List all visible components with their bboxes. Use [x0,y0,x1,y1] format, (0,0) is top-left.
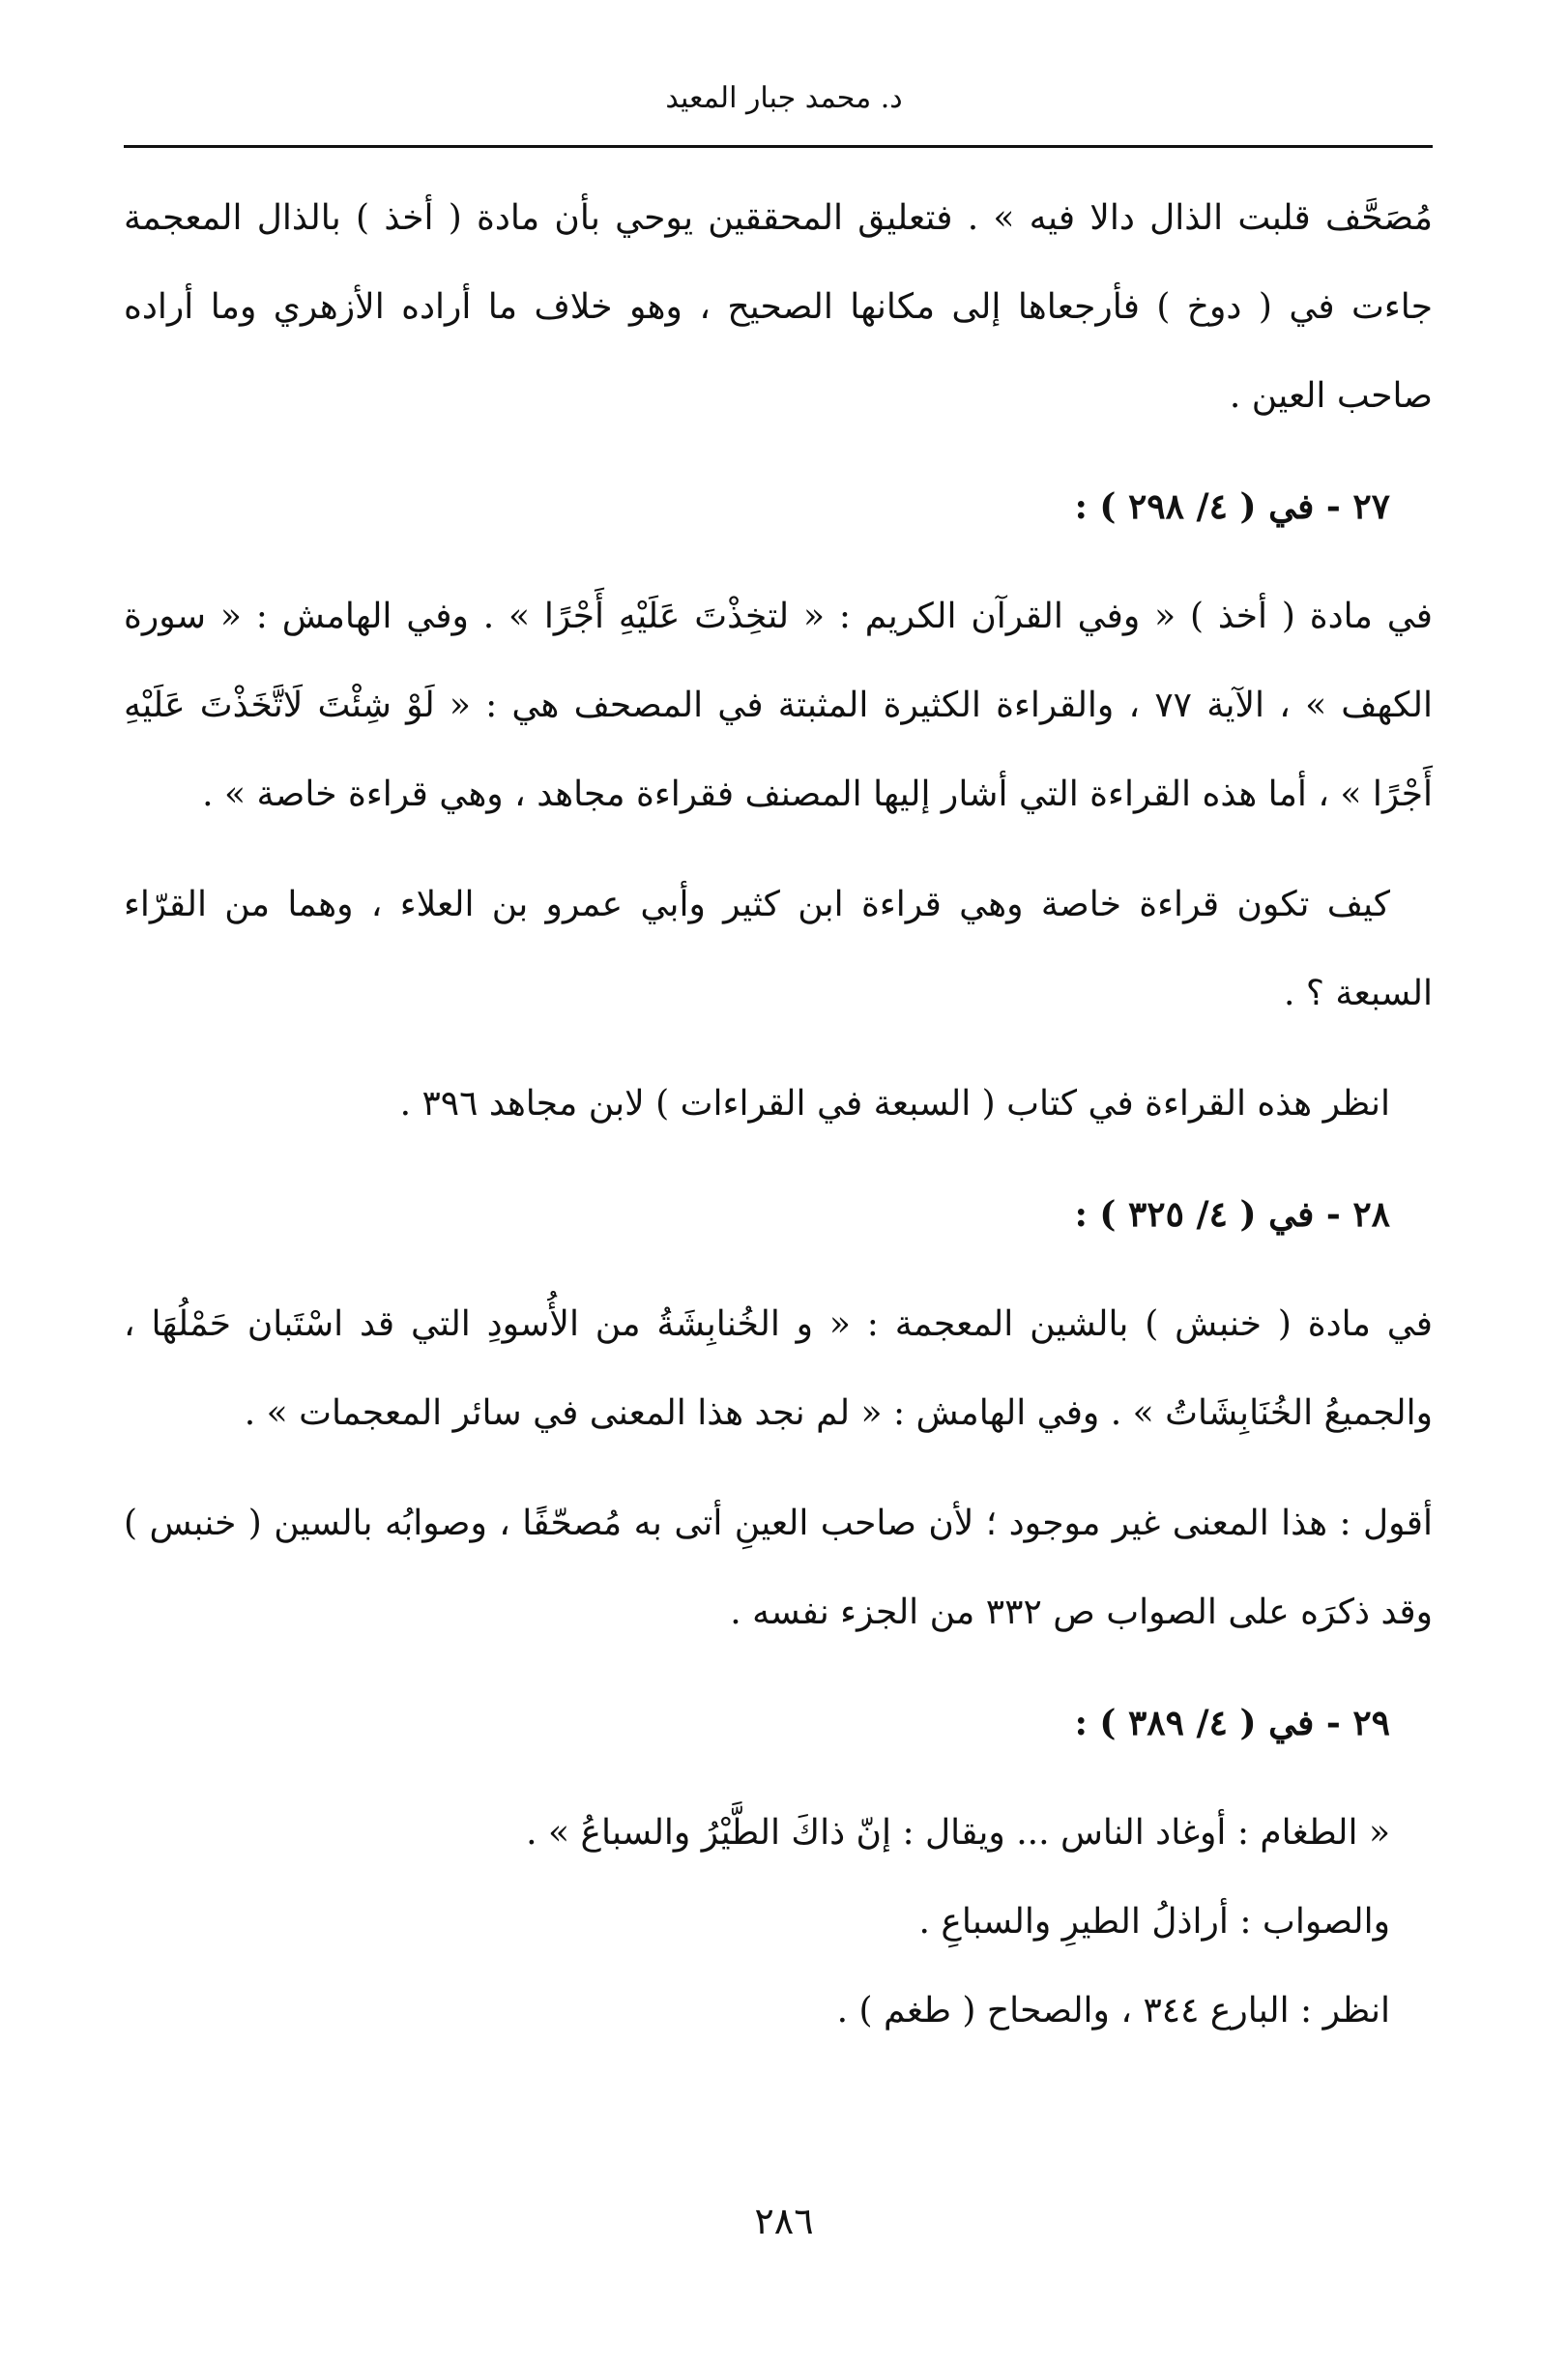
body-text [124,174,1433,2056]
paragraph-khanbash: في مادة ( خنبش ) بالشين المعجمة : « و الخُنابِشَةُ من الأُسودِ التي قد اسْتَبان حَمْلُهَا ، والجميعُ الخُنَابِشَاتُ » . وفي الهامش : « لم نجد هذا المعنى في سائر المعجمات » . [124,1304,1433,1433]
item-heading-28: ٢٨ - في ( ٤/ ٣٢٥ ) : [1074,1194,1390,1235]
paragraph-continuation: مُصَحَّف قلبت الذال دالا فيه » . فتعليق المحققين يوحي بأن مادة ( أخذ ) بالذال المعجمة جاءت في ( دوخ ) فأرجعاها إلى مكانها الصحيح ، وهو خلاف ما أراده الأزهري وما أراده صاحب العين . [124,198,1433,416]
paragraph-reference-sabaa: انظر هذه القراءة في كتاب ( السبعة في القراءات ) لابن مجاهد ٣٩٦ . [399,1084,1390,1124]
paragraph-akhadha: في مادة ( أخذ ) « وفي القرآن الكريم : « لتخِذْتَ عَلَيْهِ أَجْرًا » . وفي الهامش : « سورة الكهف » ، الآية ٧٧ ، والقراءة الكثيرة المثبتة في المصحف هي : « لَوْ شِئْتَ لَاتَّخَذْتَ عَلَيْهِ أَجْرًا » ، أما هذه القراءة التي أشار إليها المصنف فقراءة مجاهد ، وهي قراءة خاصة » . [124,597,1433,814]
item-heading-27: ٢٧ - في ( ٤/ ٢٩٨ ) : [1074,486,1390,527]
paragraph-reference-bari: انظر : البارع ٣٤٤ ، والصحاح ( طغم ) . [836,1991,1390,2031]
header-rule [124,145,1433,148]
running-head: د. محمد جبار المعيد [665,81,903,115]
paragraph-aqul: أقول : هذا المعنى غير موجود ؛ لأن صاحب العينِ أتى به مُصحّفًا ، وصوابُه بالسين ( خنبس ) وقد ذكرَه على الصواب ص ٣٣٢ من الجزء نفسه . [124,1504,1433,1632]
item-heading-29: ٢٩ - في ( ٤/ ٣٨٩ ) : [1074,1703,1390,1743]
paragraph-question: كيف تكون قراءة خاصة وهي قراءة ابن كثير وأبي عمرو بن العلاء ، وهما من القرّاء السبعة ؟ . [124,885,1433,1013]
page-number: ٢٨٦ [754,2200,814,2242]
paragraph-correction: والصواب : أراذلُ الطيرِ والسباعِ . [918,1902,1390,1942]
paragraph-tagham-quote: « الطغام : أوغاد الناس ... ويقال : إنّ ذاكَ الطَّيْرُ والسباعُ » . [526,1813,1390,1853]
